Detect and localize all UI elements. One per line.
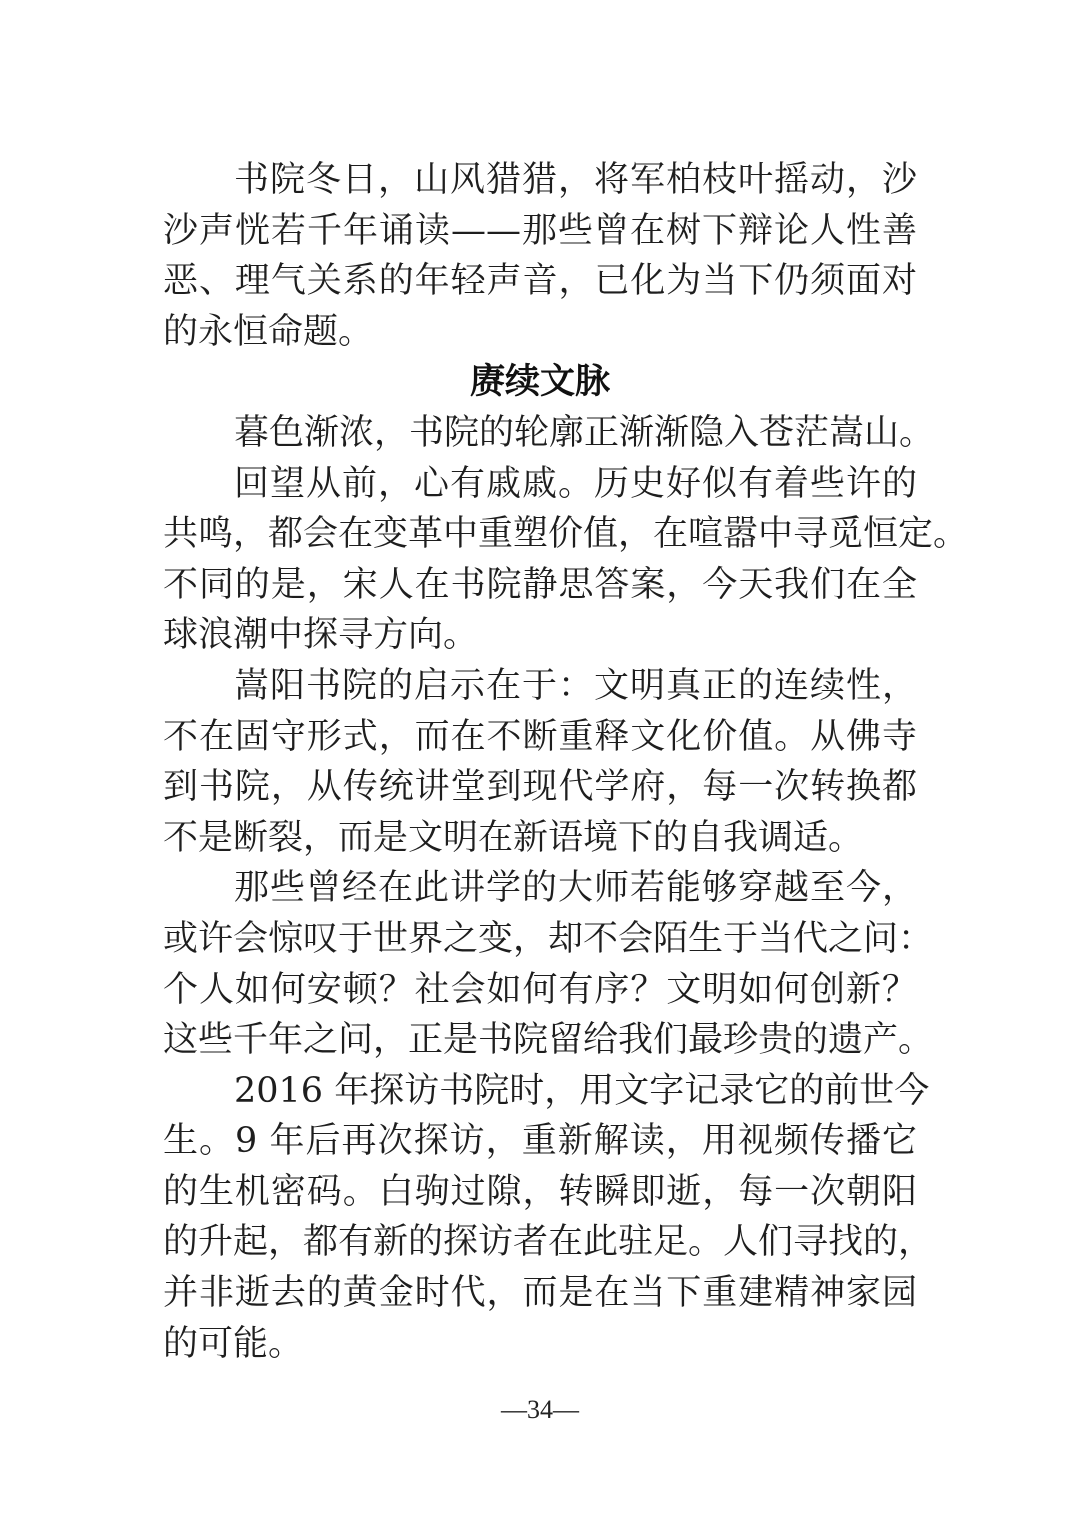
- paragraph-line: 不在固守形式，而在不断重释文化价值。从佛寺: [163, 716, 917, 757]
- paragraph-line: 的升起，都有新的探访者在此驻足。人们寻找的，: [163, 1222, 934, 1263]
- paragraph-line: 2016 年探访书院时，用文字记录它的前世今: [234, 1070, 930, 1111]
- paragraph-line: 球浪潮中探寻方向。: [163, 615, 479, 656]
- paragraph-line: 不同的是，宋人在书院静思答案，今天我们在全: [163, 564, 917, 605]
- paragraph-line: 共鸣，都会在变革中重塑价值，在喧嚣中寻觅恒定。: [163, 514, 969, 555]
- paragraph-line: 这些千年之问，正是书院留给我们最珍贵的遗产。: [163, 1020, 934, 1061]
- paragraph-line: 个人如何安顿？社会如何有序？文明如何创新？: [163, 969, 917, 1010]
- paragraph-line: 嵩阳书院的启示在于：文明真正的连续性，: [234, 665, 917, 706]
- paragraph-line: 暮色渐浓，书院的轮廓正渐渐隐入苍茫嵩山。: [234, 412, 935, 453]
- section-heading: 赓续文脉: [469, 362, 610, 403]
- paragraph-line: 那些曾经在此讲学的大师若能够穿越至今，: [234, 868, 917, 909]
- paragraph-line: 不是断裂，而是文明在新语境下的自我调适。: [163, 817, 864, 858]
- paragraph-line: 书院冬日，山风猎猎，将军柏枝叶摇动，沙: [234, 160, 917, 200]
- paragraph-line: 的永恒命题。: [163, 311, 374, 352]
- paragraph-line: 的生机密码。白驹过隙，转瞬即逝，每一次朝阳: [163, 1171, 917, 1212]
- paragraph-line: 回望从前，心有戚戚。历史好似有着些许的: [234, 463, 917, 504]
- page-number: —34—: [501, 1395, 579, 1424]
- paragraph-line: 的可能。: [163, 1323, 304, 1364]
- paragraph-line: 沙声恍若千年诵读——那些曾在树下辩论人性善: [163, 210, 917, 251]
- paragraph-line: 并非逝去的黄金时代，而是在当下重建精神家园: [163, 1273, 917, 1314]
- paragraph-line: 或许会惊叹于世界之变，却不会陌生于当代之问：: [163, 918, 934, 959]
- paragraph-line: 生。9 年后再次探访，重新解读，用视频传播它: [163, 1121, 917, 1162]
- body-text: [163, 155, 969, 1369]
- paragraph-line: 恶、理气关系的年轻声音，已化为当下仍须面对: [163, 261, 917, 302]
- paragraph-line: 到书院，从传统讲堂到现代学府，每一次转换都: [163, 767, 917, 808]
